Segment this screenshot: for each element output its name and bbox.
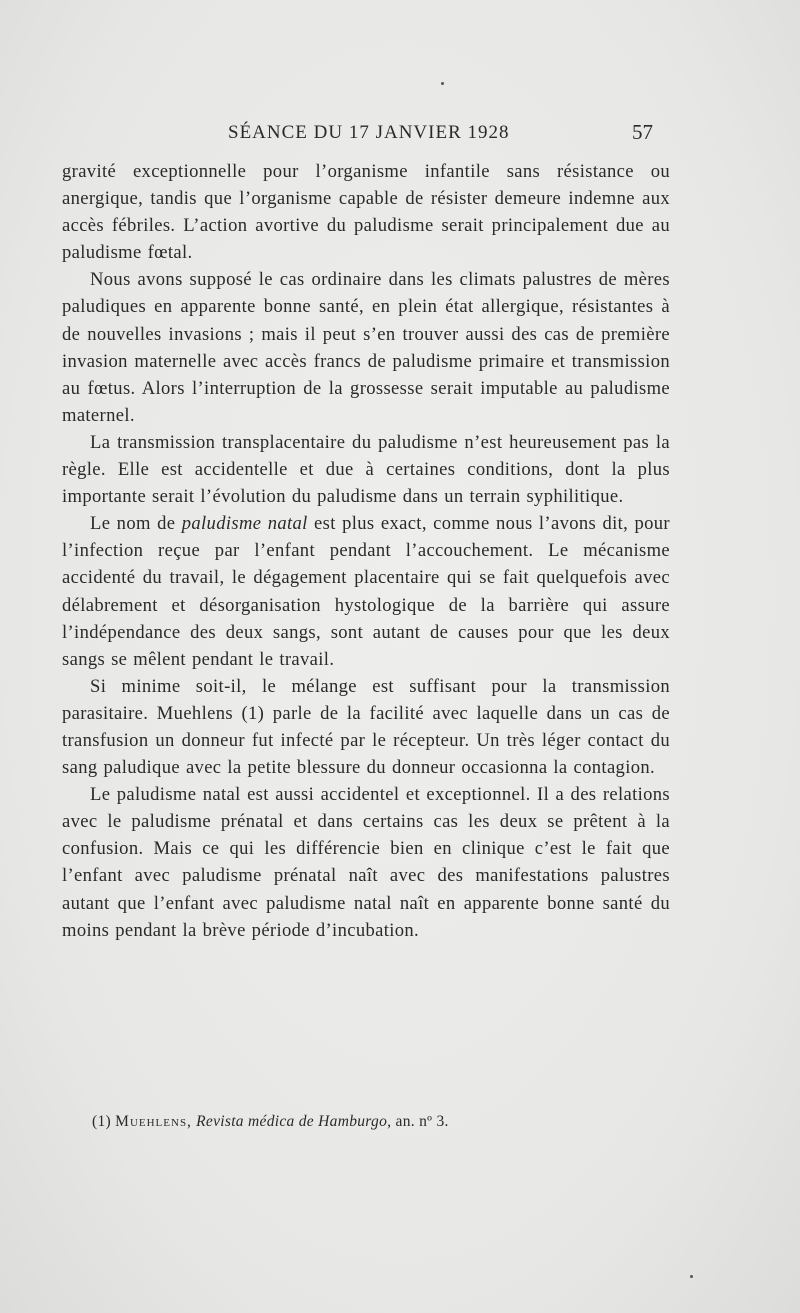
paragraph-2: Nous avons supposé le cas ordinaire dans les climats palustres de mères paludiques en apparente bonne santé, en plein état allergique, résistantes à de nouvelles invasions ; mais il peut s’en trouver aussi des cas de première invasion maternelle avec accès francs de paludisme primaire et transmission au fœtus. Alors l’interruption de la grossesse serait imputable au paludisme maternel. (62, 269, 670, 426)
paragraph-4 (62, 510, 670, 673)
body-text (62, 158, 670, 944)
paragraph-3: La transmission transplacentaire du paludisme n’est heureusement pas la règle. Elle est accidentelle et due à certaines conditions, dont la plus importante serait l’évolution du paludisme dans un terrain syphilitique. (62, 431, 670, 508)
footnote-rest: an. nº 3. (395, 1113, 449, 1130)
paper-speck (441, 82, 444, 85)
footnote (92, 1113, 652, 1131)
footnote-title: Revista médica de Hamburgo, (196, 1113, 392, 1130)
footnote-marker: (1) (92, 1113, 111, 1130)
paper-speck (690, 1275, 693, 1278)
paragraph-6: Le paludisme natal est aussi accidentel et exceptionnel. Il a des relations avec le paludisme prénatal et dans certains cas les deux se prêtent à la confusion. Mais ce qui les différencie bien en clinique c’est le fait que l’enfant avec paludisme prénatal naît avec des manifestations palustres autant que l’enfant avec paludisme natal naît en apparente bonne santé du moins pendant la brève période d’incubation. (62, 784, 670, 941)
header-title: SÉANCE DU 17 JANVIER 1928 (228, 122, 510, 143)
running-header (0, 122, 800, 152)
paragraph-4-italic-term: paludisme natal (181, 513, 308, 535)
paragraph-4-end: est plus exact, comme nous l’avons dit, pour l’infection reçue par l’enfant pendant l’accouchement. Le mécanisme accidenté du travail, le dégagement placentaire qui se fait quelquefois avec délabrement et désorganisation hystologique de la barrière qui assure l’indépendance des deux sangs, sont autant de causes pour que les deux sangs se mêlent pendant le travail. (62, 513, 670, 670)
paragraph-5: Si minime soit-il, le mélange est suffisant pour la transmission parasitaire. Muehlens (1) parle de la facilité avec laquelle dans un cas de transfusion un donneur fut infecté par le récepteur. Un très léger contact du sang paludique avec la petite blessure du donneur occasionna la contagion. (62, 675, 670, 779)
paragraph-4-start: Le nom de (90, 513, 182, 535)
page-number: 57 (632, 120, 653, 144)
footnote-author: Muehlens, (115, 1113, 192, 1130)
paragraph-1: gravité exceptionnelle pour l’organisme infantile sans résistance ou anergique, tandis que l’organisme capable de résister demeure indemne aux accès fébriles. L’action avortive du paludisme serait principalement due au paludisme fœtal. (62, 161, 670, 264)
